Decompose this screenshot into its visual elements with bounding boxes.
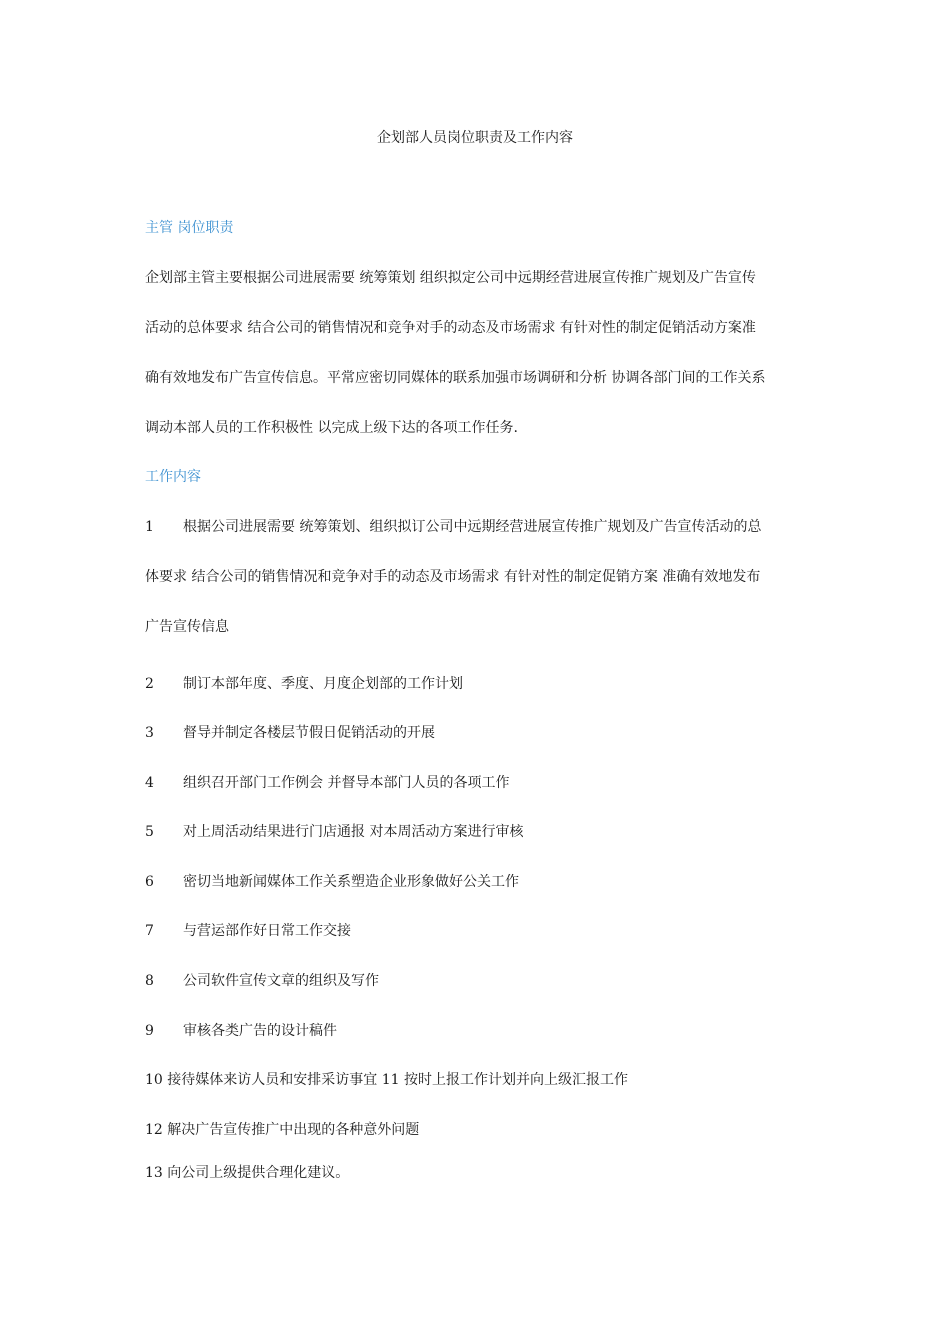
paragraph-line: 企划部主管主要根据公司进展需要 统筹策划 组织拟定公司中远期经营进展宣传推广规划及广告宣传 — [145, 270, 756, 286]
list-item-number: 8 — [145, 973, 154, 989]
list-item-text: 审核各类广告的设计稿件 — [183, 1023, 337, 1039]
list-item — [145, 971, 815, 991]
list-item-continuation: 体要求 结合公司的销售情况和竞争对手的动态及市场需求 有针对性的制定促销方案 准确有效地发布 — [145, 569, 761, 585]
paragraph-line: 调动本部人员的工作积极性 以完成上级下达的各项工作任务. — [145, 420, 518, 436]
list-item — [145, 723, 815, 743]
paragraph-line: 活动的总体要求 结合公司的销售情况和竞争对手的动态及市场需求 有针对性的制定促销活动方案准 — [145, 320, 756, 336]
list-item-continuation: 广告宣传信息 — [145, 619, 229, 635]
list-item-number: 6 — [145, 874, 154, 890]
document-title: 企划部人员岗位职责及工作内容 — [377, 130, 573, 146]
list-item-number: 2 — [145, 676, 154, 692]
list-item-number: 1 — [145, 519, 154, 535]
list-item: 13 向公司上级提供合理化建议。 — [145, 1165, 350, 1181]
list-item — [145, 822, 815, 842]
list-item — [145, 517, 815, 537]
list-item — [145, 872, 815, 892]
list-item-text: 与营运部作好日常工作交接 — [183, 923, 351, 939]
list-item — [145, 921, 815, 941]
list-item: 10 接待媒体来访人员和安排采访事宜 11 按时上报工作计划并向上级汇报工作 — [145, 1072, 628, 1088]
list-item-number: 5 — [145, 824, 154, 840]
list-item-text: 对上周活动结果进行门店通报 对本周活动方案进行审核 — [183, 824, 524, 840]
section-heading-work-content: 工作内容 — [145, 469, 201, 485]
list-item-number: 7 — [145, 923, 154, 939]
list-item — [145, 674, 815, 694]
list-item: 12 解决广告宣传推广中出现的各种意外问题 — [145, 1122, 420, 1138]
list-item-text: 制订本部年度、季度、月度企划部的工作计划 — [183, 676, 463, 692]
list-item-text: 督导并制定各楼层节假日促销活动的开展 — [183, 725, 435, 741]
list-item — [145, 773, 815, 793]
list-item-text: 组织召开部门工作例会 并督导本部门人员的各项工作 — [183, 775, 510, 791]
list-item — [145, 1021, 815, 1041]
list-item-number: 3 — [145, 725, 154, 741]
section-heading-responsibilities: 主管 岗位职责 — [145, 220, 234, 236]
list-item-text: 密切当地新闻媒体工作关系塑造企业形象做好公关工作 — [183, 874, 519, 890]
paragraph-line: 确有效地发布广告宣传信息。平常应密切同媒体的联系加强市场调研和分析 协调各部门间的工作关系 — [145, 370, 766, 386]
list-item-text: 公司软件宣传文章的组织及写作 — [183, 973, 379, 989]
list-item-number: 4 — [145, 775, 154, 791]
list-item-text: 根据公司进展需要 统筹策划、组织拟订公司中远期经营进展宣传推广规划及广告宣传活动的总 — [183, 519, 762, 535]
list-item-number: 9 — [145, 1023, 154, 1039]
